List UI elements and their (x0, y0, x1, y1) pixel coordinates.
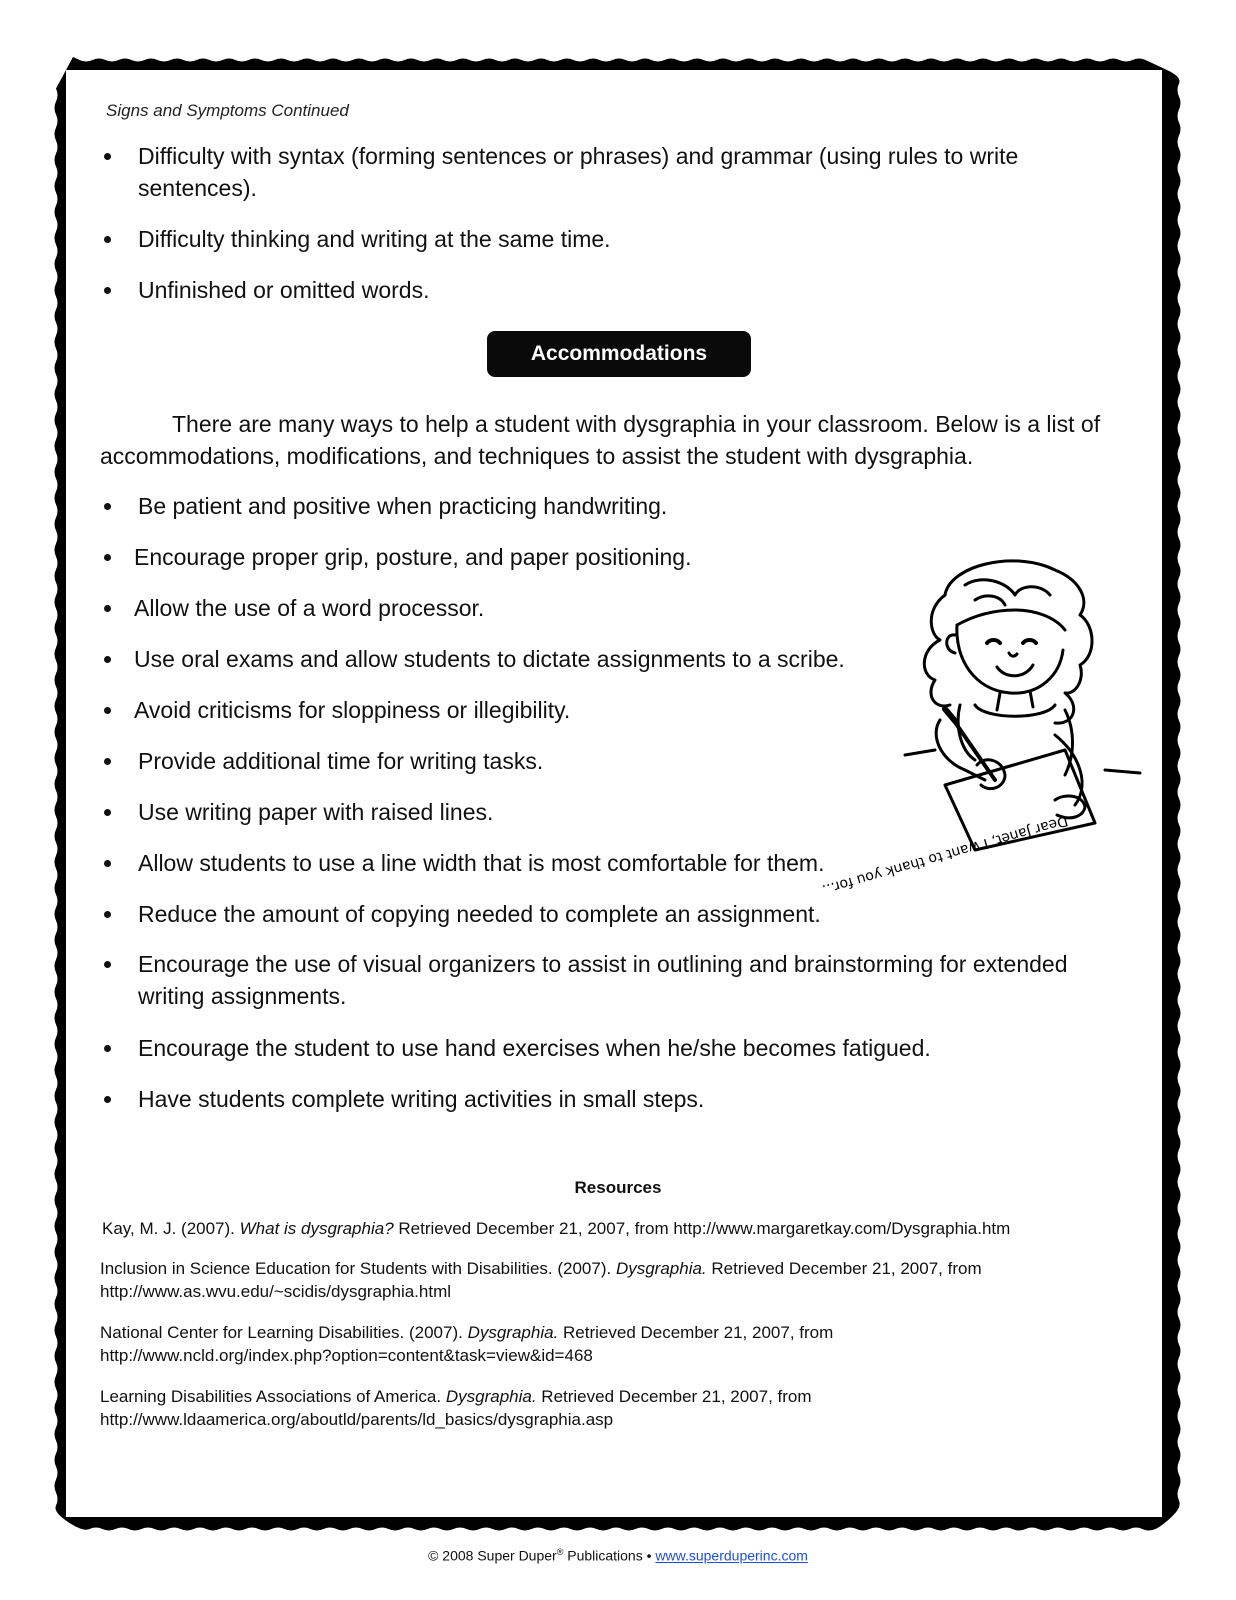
accommodations-heading: Accommodations (487, 331, 751, 377)
publisher-link[interactable]: www.superduperinc.com (655, 1547, 808, 1564)
page-footer: © 2008 Super Duper® Publications • www.superduperinc.com (428, 1547, 808, 1564)
bullet-icon (104, 911, 111, 918)
bullet-icon (104, 707, 111, 714)
reference-entry: Inclusion in Science Education for Students with Disabilities. (2007). Dysgraphia. Retrieved December 21, 2007, from http://www.as.wvu.edu/~scidis/dysgraphia.html (100, 1259, 982, 1301)
bullet-icon (104, 503, 111, 510)
letter-text: Dear Janet, I want to thank you for... (820, 812, 1070, 898)
bullet-icon (104, 287, 111, 294)
bullet-icon (104, 554, 111, 561)
bullet-icon (104, 1096, 111, 1103)
bullet-icon (104, 605, 111, 612)
reference-entry: National Center for Learning Disabilities. (2007). Dysgraphia. Retrieved December 21, 2007, from http://www.ncld.org/index.php?option=content&task=view&id=468 (100, 1323, 834, 1365)
bullet-icon (104, 153, 111, 160)
intro-paragraph: There are many ways to help a student with dysgraphia in your classroom. Below is a list of accommodations, modifications, and techniques to assist the student with dysgraphia. (100, 411, 1101, 469)
bullet-icon (104, 656, 111, 663)
girl-writing-letter-icon (820, 555, 1145, 898)
bullet-icon (104, 758, 111, 765)
bullet-icon (104, 236, 111, 243)
bullet-icon (104, 1045, 111, 1052)
reference-entry: Kay, M. J. (2007). What is dysgraphia? Retrieved December 21, 2007, from http://www.margaretkay.com/Dysgraphia.htm (102, 1219, 1011, 1238)
section-label: Signs and Symptoms Continued (106, 101, 349, 120)
reference-entry: Learning Disabilities Associations of America. Dysgraphia. Retrieved December 21, 2007, from http://www.ldaamerica.org/aboutld/parents/ld_basics/dysgraphia.asp (100, 1387, 812, 1429)
bullet-icon (104, 809, 111, 816)
bullet-icon (104, 961, 111, 968)
bullet-icon (104, 860, 111, 867)
resources-heading: Resources (574, 1178, 662, 1197)
